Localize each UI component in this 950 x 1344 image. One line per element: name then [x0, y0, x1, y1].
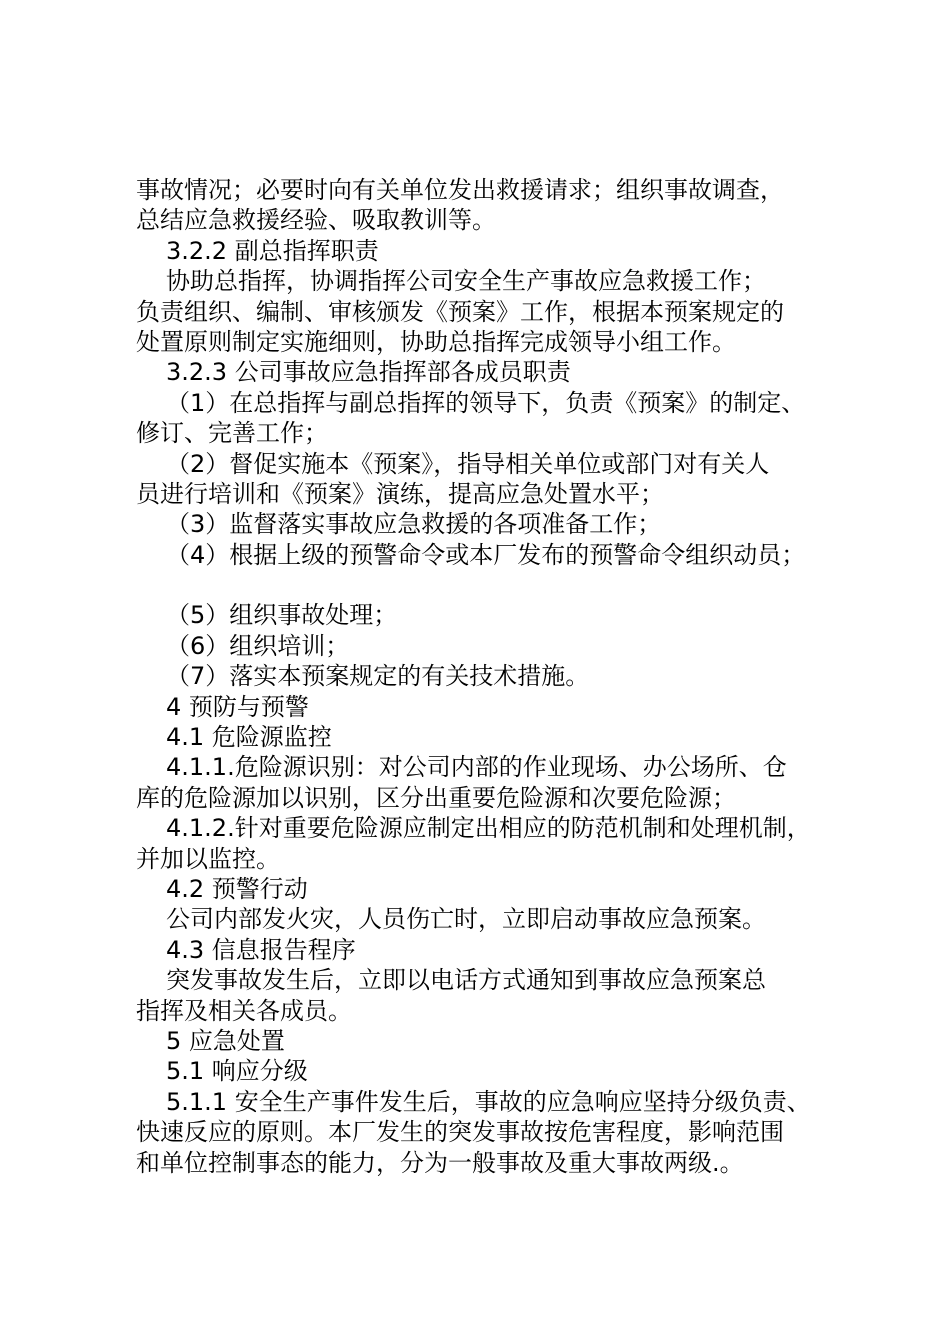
- text-line: 负责组织、编制、审核颁发《预案》工作，根据本预案规定的: [136, 297, 784, 326]
- text-line: 员进行培训和《预案》演练，提高应急处置水平；: [136, 479, 664, 508]
- section-heading: 5 应急处置: [166, 1026, 285, 1055]
- list-item: （4）根据上级的预警命令或本厂发布的预警命令组织动员；: [166, 540, 806, 569]
- section-heading: 4.1 危险源监控: [166, 723, 332, 752]
- list-item: （5）组织事故处理；: [166, 601, 398, 630]
- text-line: 公司内部发火灾，人员伤亡时，立即启动事故应急预案。: [166, 905, 766, 934]
- list-item: （7）落实本预案规定的有关技术措施。: [166, 662, 590, 691]
- section-heading: 3.2.3 公司事故应急指挥部各成员职责: [166, 358, 571, 387]
- text-line: 5.1.1 安全生产事件发生后，事故的应急响应坚持分级负责、: [166, 1087, 811, 1116]
- list-item: （1）在总指挥与副总指挥的领导下，负责《预案》的制定、: [166, 388, 806, 417]
- text-line: 总结应急救援经验、吸取教训等。: [136, 206, 496, 235]
- document-page: [136, 175, 856, 1178]
- text-line: 修订、完善工作；: [136, 419, 328, 448]
- text-line: 快速反应的原则。本厂发生的突发事故按危害程度，影响范围: [136, 1118, 784, 1147]
- text-line: 库的危险源加以识别，区分出重要危险源和次要危险源；: [136, 783, 736, 812]
- text-line: 4.1.2.针对重要危险源应制定出相应的防范机制和处理机制，: [166, 814, 811, 843]
- section-heading: 4 预防与预警: [166, 692, 309, 721]
- list-item: （6）组织培训；: [166, 631, 350, 660]
- section-heading: 4.3 信息报告程序: [166, 935, 356, 964]
- text-line: 协助总指挥，协调指挥公司安全生产事故应急救援工作；: [166, 267, 766, 296]
- text-line: 突发事故发生后，立即以电话方式通知到事故应急预案总: [166, 966, 766, 995]
- blank-line: [136, 570, 856, 600]
- section-heading: 5.1 响应分级: [166, 1057, 308, 1086]
- text-line: 处置原则制定实施细则，协助总指挥完成领导小组工作。: [136, 327, 736, 356]
- text-line: 指挥及相关各成员。: [136, 996, 352, 1025]
- text-line: 和单位控制事态的能力，分为一般事故及重大事故两级.。: [136, 1148, 744, 1177]
- section-heading: 4.2 预警行动: [166, 874, 308, 903]
- list-item: （3）监督落实事故应急救援的各项准备工作；: [166, 510, 662, 539]
- text-line: 事故情况；必要时向有关单位发出救援请求；组织事故调查，: [136, 176, 784, 204]
- section-heading: 3.2.2 副总指挥职责: [166, 236, 379, 265]
- text-line: 并加以监控。: [136, 844, 280, 873]
- list-item: （2）督促实施本《预案》，指导相关单位或部门对有关人: [166, 449, 770, 478]
- text-line: 4.1.1.危险源识别：对公司内部的作业现场、办公场所、仓: [166, 753, 787, 782]
